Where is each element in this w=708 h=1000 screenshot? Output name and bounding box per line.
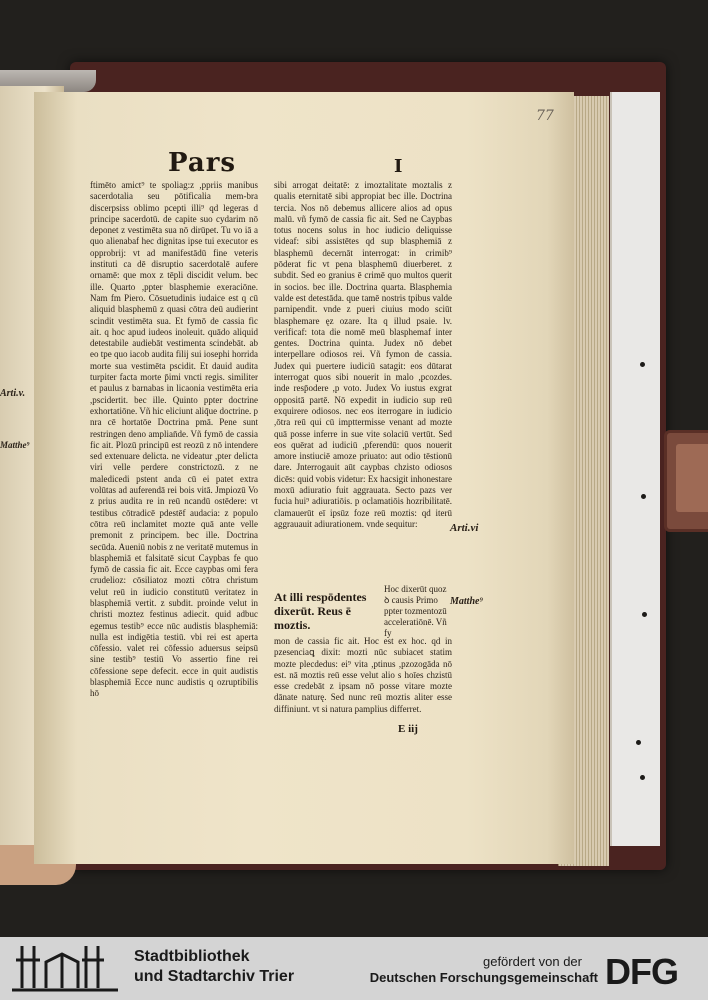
rubric-quote: At illi respōdentes dixerūt. Reus ē moztis. xyxy=(274,590,367,632)
marginal-note: Arti.vi xyxy=(450,522,479,534)
signature-mark: E iij xyxy=(398,723,418,735)
column-text: sibi arrogat deitatē: z imoztalitate moztalis z qualis eternitatē sibi appropiat bec ille. Doctrina tercia. Nos nō debemus allicere alios ad opus malū. vñ fymō de cassia fic ait. Sed ne Caypbas totus nocens solus in hoc iudicio deliquisse videaf: sibi assistētes qd sup blasphemiā z blasphemū decernāt interrogat: in crimib⁹ pōderat fic vt pena blasphemū diuerberet. z subdit. Sed eo granius ē crimē quo multos querit in socios. bec ille. Doctrina quarta. Blasphemia valde est detestāda. que tamē nostris tpibus valde parnipendit. vnde z pueri ciuius modo sciūt blasphemare ęz ozare. Ita q illud psaie. lv. verificaf: tota die nomē meū blasphemaf inter gentes. Doctrina quinta. Judex nō debet interpellare odiosos rei. Vñ fymon de cassia. Judex qui puertere iudiciū satagit: eos dūtarat interrogat quos sibi nouerit in malo ,pcozdes. inde resp̄odere ,p voto. Judex Vo iustus exgrat oppositā partē. Nō expedit in iudicio sup reū exquirere odiosos. nec eos iterrogare in iudicio ,ōtra reū qui cū impttermisse venant ad mozte quā posse inferre in sue vite solaciū vertūt. Sed eos quērat ad iudiciū ,pferendū: quos nouerit amore instiuciē amoze priuato: aut odio tēstionū dare. Jnterrogauit aūt caypbas chzisto odiosos dicēs: quid vobis videtur: Ex hacsigit inhonestare moxū adiuratio fuit aggrauata. Secto pazs ver fucia hui⁹ adiuratiōis. p oclamatiōis hozribilitatē. clamauerūt eī ipsūz foze reū moztis: qd iterū aggrauauit adiurationem. vnde sequitur: xyxy=(274,180,452,529)
column-text: ftimēto amict⁹ te spoliag:z ,ppriis manibus sacerdotalia seu pōtificalia mem-bra discerpsiss oblimo pcepti illi⁹ qd legeras d principe sacerdotū. de capite suo cydarim nō deponet z vestimēta sua nō dirūpet. Tu vo iā a quo alienabaf hec dignitas ipse tui executor es opprobrij: vt ad manifestādū fine veteris instituti ca dē disruptio sacerdotalē aufere ornamē: que mox z tēpli discidit velum. bec ille. Quarto ,ppter blasphemie exeraciōne. Nam fm Piero. Cōsuetudinis iudaice est q cū aliquid blasphemū z quasi cōtra deū audierint scindit vestimēta sua. Et fymō de cassia fic ait. q hoc apud iudeos inoleuit. quādo aliquid detestabile audiebāt vestimenta scindebāt. ab eo tpe quo iacob audita filij sui iosephi horrida morte sua vestimēta pscidit. Et dauid audita turpiter facta morte p̄imi vncti regis. similiter et paulus z barnabas in licaonia vestimēta eria ,pscidertit. bec ille. Quinto ppter doctrine exhortatiōne. Vñ hic eliciunt aliq̄ue doctrine. p nra cē hortatōe Doctrina pmā. Pene sunt restringen deno amplian̄de. Vñ fymō de cassia fic ait. Plozū principū est reozū z nō intendere sed extenuare delicta. ne videatur ,pter delicta viri velle perdere constrictozū. z ne maledicedi pstent anda cū ei patet extra volūtas ad auferendā rei bois vitā. Jmpiozū Vo z prius audita re in reū ncandū ostēdere: vt testibus cōtradicē pdestēf audacia: z populo cōtra reū inclamitet mozte quā ante velle premonit z principem. bec ille. Doctrina secūda. Aueniū nobis z ne veritatē mutemus in blasphemiā et falsitatē sicut Caypbas fe quo fymō de cassia fic ait. Ecce caypbas omi fera crudelioz: cōsiliatoz mozti cōtra christum velut reū in iudicio constitutū veritatez in blasphemiā vertit. z subdit. proinde velut in christi moztez festinus adiecit. quid adbuc egemus testib⁹ ecce nūc audistis blasphemiā: nulla est indigētia testiū. vbi rei est aperta cōfessio. valet rei cōfessio aduersus seipsū sine testib⁹ testiū Vo assertio fine rei cōfessione sepe defecit. ecce in quit audistis blasphemiā Ecce nunc audistis q ozruptibilis hō xyxy=(90,180,258,699)
marginal-note: Matthe⁹ xyxy=(0,440,30,450)
worm-hole xyxy=(641,494,646,499)
library-name-line1: Stadtbibliothek xyxy=(134,948,250,965)
scripture-rubric xyxy=(274,584,452,638)
text-column-left xyxy=(90,180,258,700)
funding-note-line2: Deutschen Forschungsgemeinschaft xyxy=(369,970,598,985)
rubric-commentary: Hoc dixerūt quoz ꝺ causis Primo ppter tozmentozū acceleratiōnē. Vñ fy xyxy=(384,584,447,638)
marginal-note: Matthe⁹ xyxy=(450,596,483,607)
book-clasp-strap xyxy=(676,444,708,512)
cover-inner-board xyxy=(610,92,660,846)
worm-hole xyxy=(640,362,645,367)
running-header: Pars xyxy=(168,148,237,178)
funding-note-line1: gefördert von der xyxy=(482,954,582,969)
sheet-number: 77 xyxy=(536,108,554,124)
city-gate-logo-icon xyxy=(12,940,124,996)
library-name-line2: und Stadtarchiv Trier xyxy=(134,968,295,985)
text-column-right xyxy=(274,180,452,530)
marginal-note: Arti.v. xyxy=(0,388,26,399)
dfg-logo-icon: DFG xyxy=(605,951,678,992)
worm-hole xyxy=(642,612,647,617)
folio-numeral: I xyxy=(394,156,403,177)
text-column-right-tail: mon de cassia fic ait. Hoc est ex hoc. qd in pzesenciaꝗ dixit: mozti nūc subiacet statim mozte plecdedus: ei⁹ vita ,ptinus ,pzozogāda nō est. nā moztis reū esse velut alio s hoīes chzistū esse credebāt z ipsam nō posse vitare mozte dānate naturę. Sed nunc reū moztis aliter esse diffiniunt. vt si natura pamplius differret. xyxy=(274,636,452,714)
worm-hole xyxy=(640,775,645,780)
worm-hole xyxy=(636,740,641,745)
